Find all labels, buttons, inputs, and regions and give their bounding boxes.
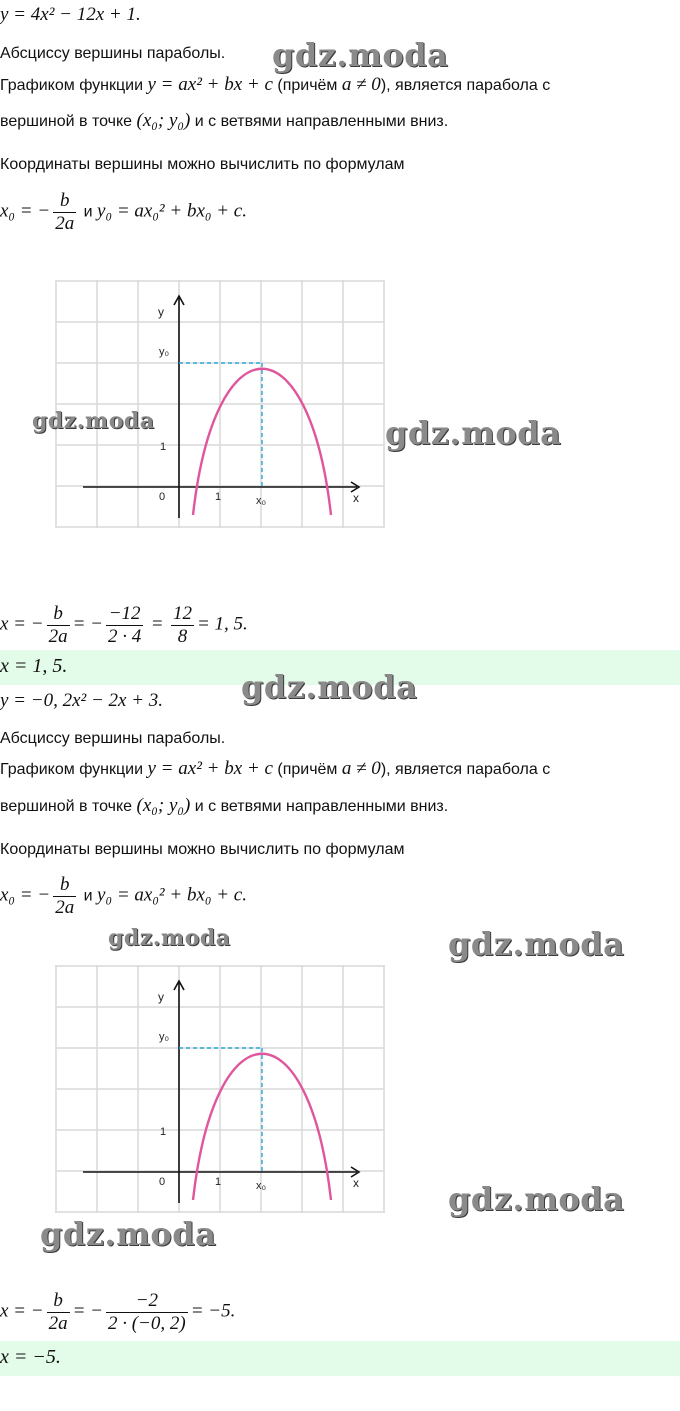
function-equation-1: y = 4x² − 12x + 1.	[0, 4, 141, 25]
function-equation-2: y = −0, 2x² − 2x + 3.	[0, 690, 164, 711]
description-line-1: Графиком функции y = ax² + bx + c (причём a ≠ 0), является парабола с	[0, 74, 551, 95]
description-line-2: вершиной в точке (x₀; y₀) и с ветвями направленными вниз.	[0, 110, 449, 131]
calculation-2: x = − $\frac{b}{2a}$ = − $\frac{-2}{2 \cdot (-0, 2)}$ = −5.	[0, 1290, 236, 1334]
x0-label: x₀	[256, 495, 267, 507]
calculation-1: x = − $\frac{b}{2a}$ = − $\frac{-12}{2 \cdot 4}$ = $\frac{12}{8}$ = 1, 5.	[0, 603, 248, 647]
description-line-4: вершиной в точке (x₀; y₀) и с ветвями направленными вниз.	[0, 795, 449, 816]
answer-1: x = 1, 5.	[0, 655, 68, 677]
watermark: gdz.moda	[385, 414, 562, 452]
formula-intro-2: Координаты вершины можно вычислить по формулам	[0, 841, 405, 858]
task-text-1: Абсциссу вершины параболы.	[0, 45, 226, 62]
vertex-formula-2: x₀ = − $\frac{b}{2a}$ и y₀ = ax₀² + bx₀ + c.	[0, 874, 247, 918]
watermark: gdz.moda	[272, 36, 449, 74]
origin-label: 0	[159, 1176, 166, 1188]
x-axis-label: x	[353, 491, 359, 505]
y0-label: y₀	[159, 346, 170, 358]
task-text-2: Абсциссу вершины параболы.	[0, 730, 226, 747]
x-axis-label: x	[353, 1176, 359, 1190]
y-axis-label: y	[158, 990, 164, 1004]
answer-2: x = −5.	[0, 1346, 61, 1368]
x0-label: x₀	[256, 1180, 267, 1192]
parabola-graph-2	[55, 965, 385, 1215]
formula-intro-1: Координаты вершины можно вычислить по формулам	[0, 156, 405, 173]
y-tick-1-label: 1	[160, 1126, 167, 1138]
parabola-graph-1	[55, 280, 385, 530]
y-axis-label: y	[158, 305, 164, 319]
origin-label: 0	[159, 491, 166, 503]
watermark: gdz.moda	[32, 408, 155, 434]
y-tick-1-label: 1	[160, 441, 167, 453]
answer-highlight-2	[0, 1341, 680, 1376]
watermark: gdz.moda	[241, 668, 418, 706]
x-tick-1-label: 1	[215, 1176, 222, 1188]
x-tick-1-label: 1	[215, 491, 222, 503]
watermark: gdz.moda	[40, 1215, 217, 1253]
description-line-3: Графиком функции y = ax² + bx + c (причём a ≠ 0), является парабола с	[0, 758, 551, 779]
y0-label: y₀	[159, 1031, 170, 1043]
watermark: gdz.moda	[448, 925, 625, 963]
vertex-formula-1: x₀ = − $\frac{b}{2a}$ и y₀ = ax₀² + bx₀ + c.	[0, 190, 247, 234]
watermark: gdz.moda	[448, 1180, 625, 1218]
watermark: gdz.moda	[108, 925, 231, 951]
